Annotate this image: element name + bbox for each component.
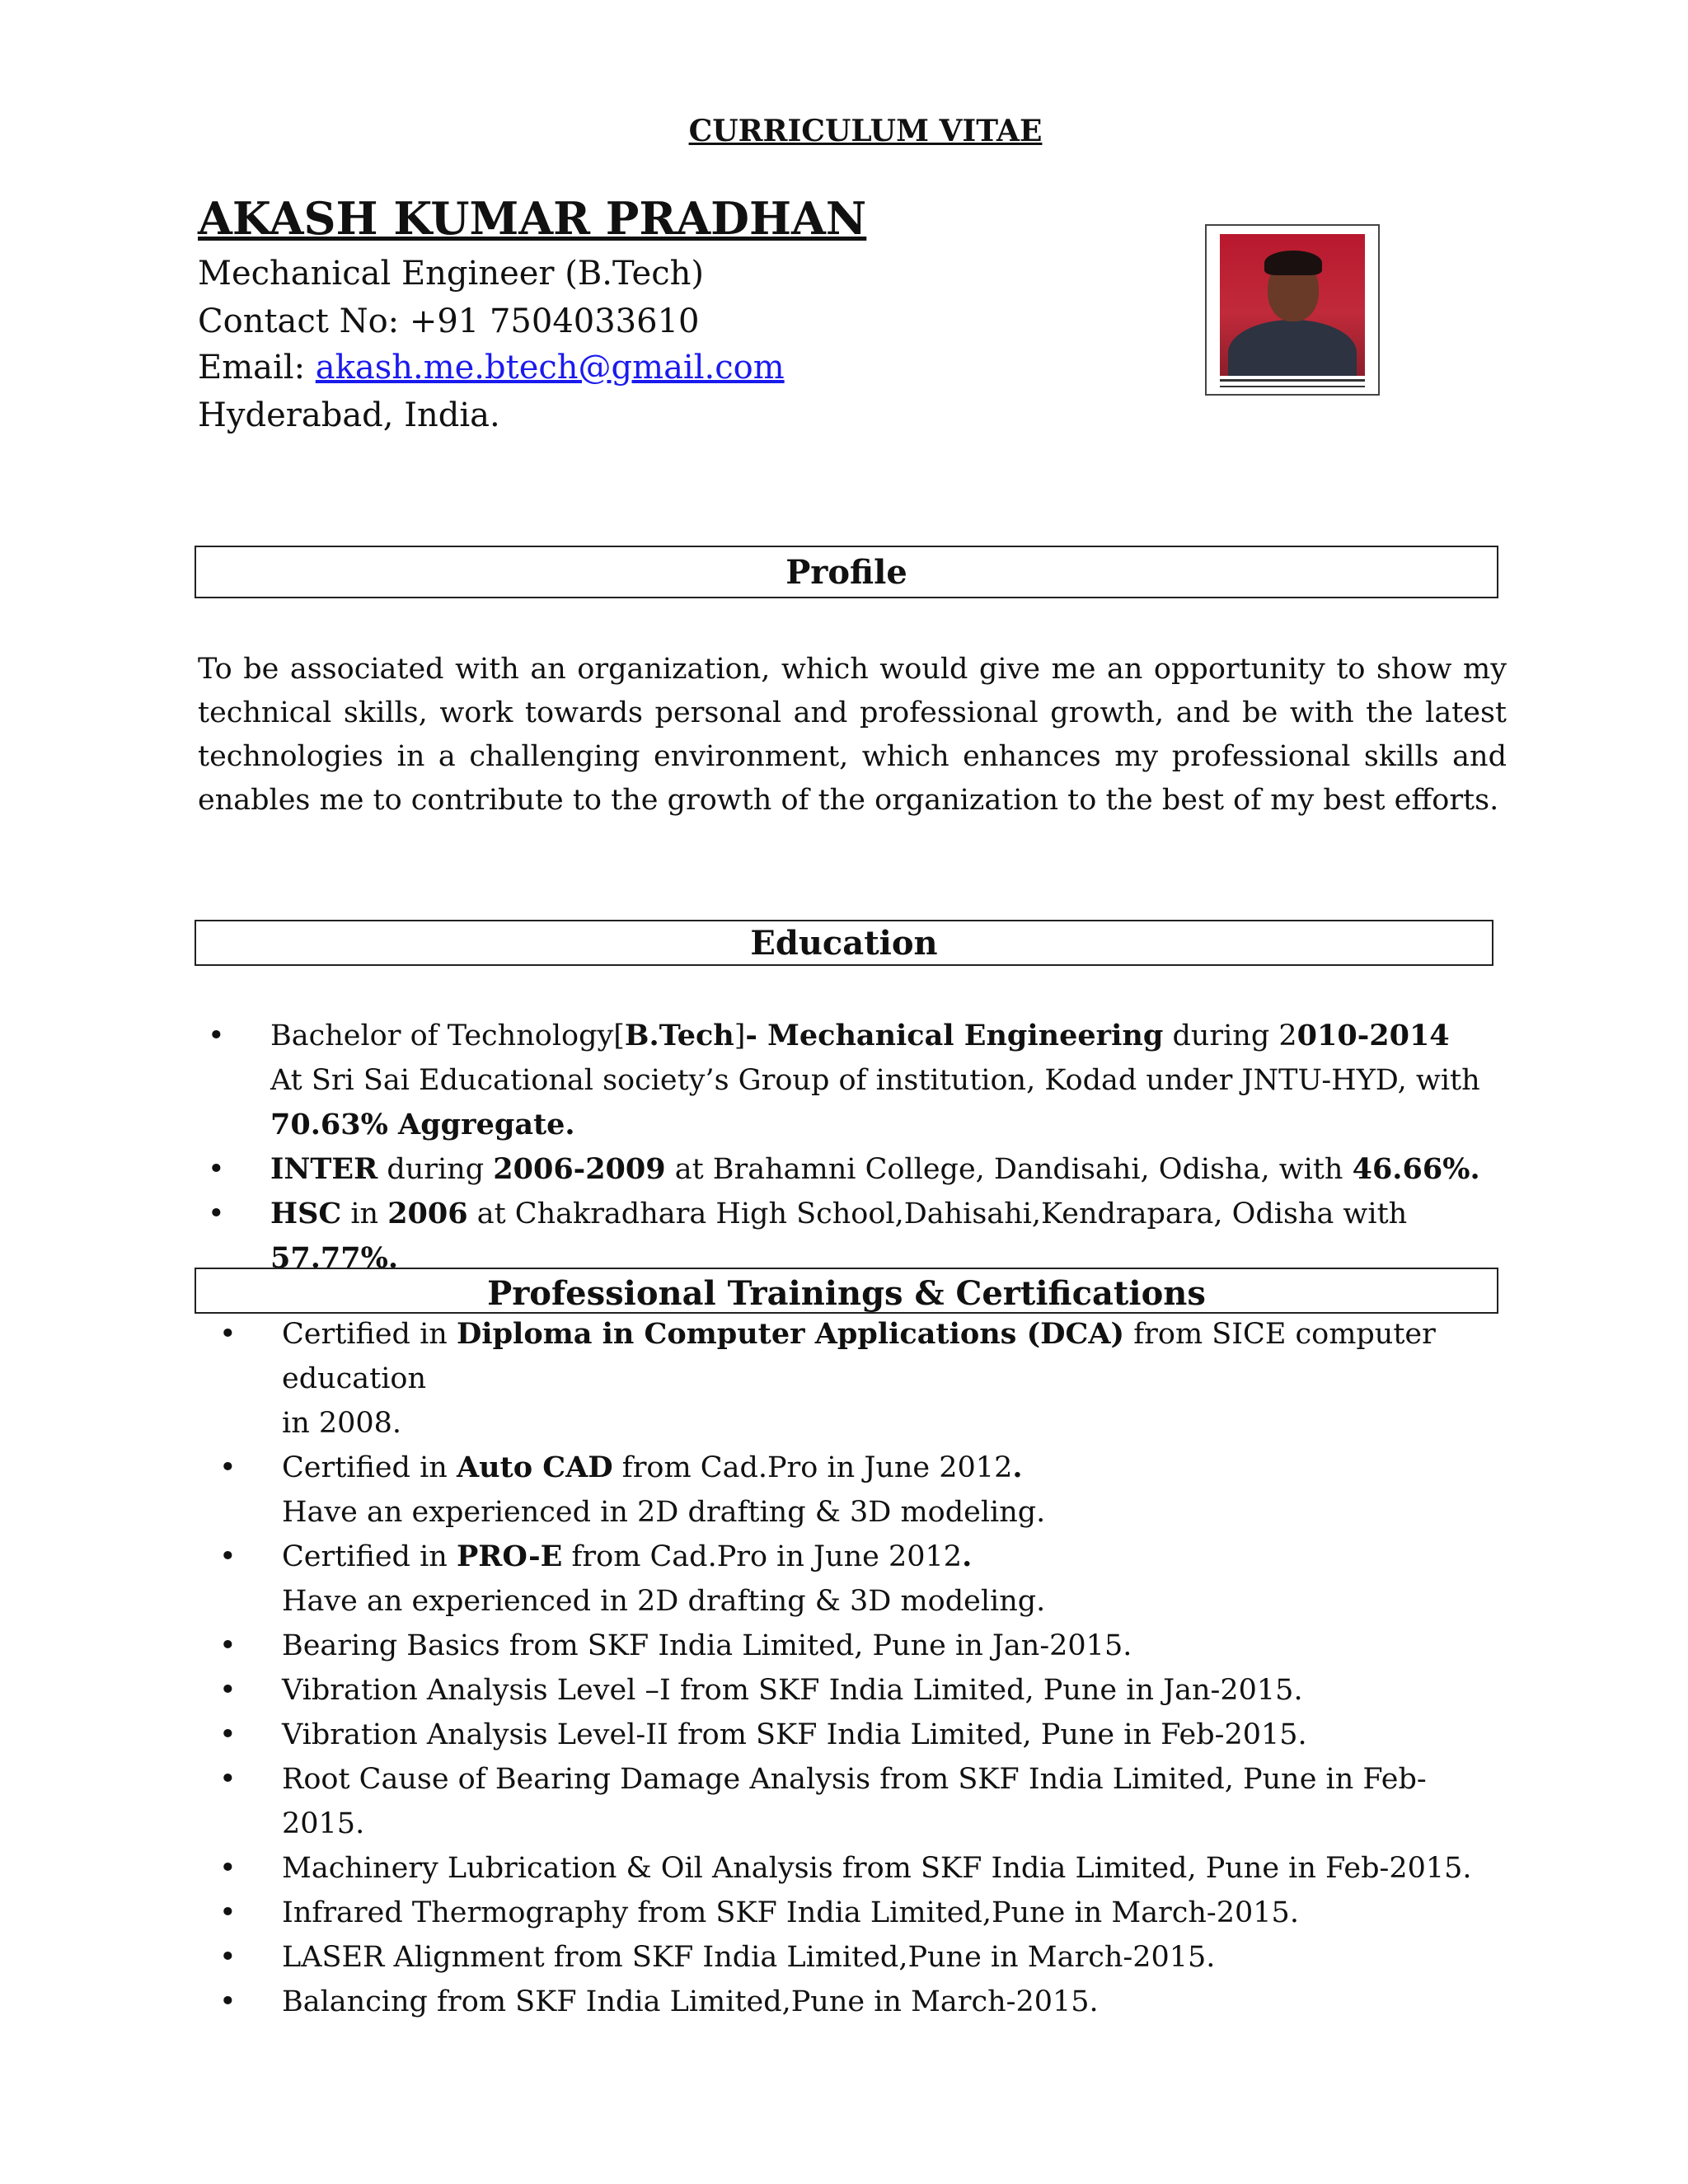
hsc-text-2: at Chakradhara High School,Dahisahi,Kendrapara, Odisha with — [467, 1197, 1408, 1230]
btech-degree: B.Tech — [624, 1019, 734, 1052]
training-item — [209, 1624, 1495, 1668]
autocad-course: Auto CAD — [456, 1451, 613, 1484]
document-title: CURRICULUM VITAE — [688, 114, 1043, 148]
training-item-text: Infrared Thermography from SKF India Limited,Pune in March-2015. — [282, 1896, 1299, 1929]
email-label: Email: — [198, 349, 316, 387]
training-item — [209, 1757, 1495, 1846]
education-heading-box — [195, 920, 1493, 966]
training-item-text: Vibration Analysis Level-II from SKF India Limited, Pune in Feb-2015. — [282, 1718, 1307, 1751]
btech-branch: - Mechanical Engineering — [745, 1019, 1164, 1052]
bullet: • — [219, 1896, 237, 1929]
inter-text-1: during — [377, 1153, 494, 1186]
bullet: • — [219, 1540, 237, 1573]
email-line — [198, 349, 785, 387]
autocad-period: . — [1012, 1451, 1023, 1484]
photo-image — [1220, 234, 1365, 376]
training-item-text: Bearing Basics from SKF India Limited, Pune in Jan-2015. — [282, 1629, 1132, 1662]
photo-body — [1228, 320, 1357, 376]
email-link[interactable]: akash.me.btech@gmail.com — [315, 349, 785, 387]
hsc-label: HSC — [270, 1197, 342, 1230]
training-item — [209, 1668, 1495, 1713]
proe-period: . — [962, 1540, 973, 1573]
btech-text-3: during 2 — [1163, 1019, 1297, 1052]
training-item — [209, 1846, 1495, 1891]
autocad-experience: Have an experienced in 2D drafting & 3D modeling. — [282, 1496, 1046, 1529]
inter-years: 2006-2009 — [493, 1152, 666, 1186]
inter-score: 46.66%. — [1352, 1152, 1480, 1186]
dca-year: in 2008. — [282, 1407, 402, 1440]
trainings-heading: Professional Trainings & Certifications — [487, 1274, 1206, 1313]
training-item — [209, 1935, 1495, 1980]
photo-hair — [1264, 251, 1322, 275]
training-item — [209, 1713, 1495, 1757]
bullet: • — [219, 1985, 237, 2018]
autocad-text-1: Certified in — [282, 1451, 457, 1484]
bullet: • — [219, 1763, 237, 1796]
bullet: • — [219, 1451, 237, 1484]
btech-text-2: ] — [734, 1019, 746, 1052]
autocad-text-2: from Cad.Pro in June 2012 — [612, 1451, 1013, 1484]
training-item-dca — [209, 1312, 1495, 1446]
proe-text-1: Certified in — [282, 1540, 457, 1573]
bullet: • — [219, 1718, 237, 1751]
proe-course: PRO-E — [456, 1540, 563, 1573]
training-item-text: LASER Alignment from SKF India Limited,Pune in March-2015. — [282, 1941, 1216, 1974]
location: Hyderabad, India. — [198, 396, 500, 434]
photo-underline-2 — [1220, 386, 1365, 387]
bullet: • — [208, 1197, 225, 1230]
designation: Mechanical Engineer (B.Tech) — [198, 255, 704, 293]
profile-text: To be associated with an organization, which would give me an opportunity to show my technical skills, work towards personal and professional growth, and be with the latest technologies in a challenging environment, which enhances my professional skills and enables me to contribute to the growth of the organization to the best of my best efforts. — [198, 653, 1507, 817]
bullet: • — [208, 1019, 225, 1052]
btech-institution: At Sri Sai Educational society’s Group of institution, Kodad under JNTU-HYD, with — [270, 1064, 1480, 1097]
contact-line — [198, 302, 700, 340]
btech-aggregate-value: 70.63% Aggregate. — [270, 1108, 575, 1141]
hsc-text-1: in — [341, 1197, 388, 1230]
dca-text-2: from SICE computer education — [282, 1318, 1436, 1395]
inter-text-2: at Brahamni College, Dandisahi, Odisha, with — [665, 1153, 1353, 1186]
inter-label: INTER — [270, 1152, 378, 1186]
trainings-list — [209, 1312, 1495, 2024]
photo-underline — [1220, 379, 1365, 382]
training-item — [209, 1980, 1495, 2024]
hsc-year: 2006 — [387, 1197, 468, 1230]
education-list — [198, 1014, 1508, 1281]
contact-label: Contact No: — [198, 302, 410, 340]
proe-text-2: from Cad.Pro in June 2012 — [562, 1540, 963, 1573]
profile-heading-box — [195, 546, 1498, 598]
hsc-score: 57.77%. — [270, 1241, 399, 1275]
candidate-name: AKASH KUMAR PRADHAN — [198, 192, 867, 245]
training-item-autocad — [209, 1446, 1495, 1535]
btech-text-1: Bachelor of Technology[ — [270, 1019, 625, 1052]
bullet: • — [219, 1941, 237, 1974]
training-item-text: Machinery Lubrication & Oil Analysis from SKF India Limited, Pune in Feb-2015. — [282, 1852, 1472, 1885]
bullet: • — [208, 1153, 225, 1186]
proe-experience: Have an experienced in 2D drafting & 3D modeling. — [282, 1585, 1046, 1618]
training-item-text: Root Cause of Bearing Damage Analysis from SKF India Limited, Pune in Feb-2015. — [282, 1763, 1427, 1840]
trainings-heading-box — [195, 1268, 1498, 1314]
training-item-text: Balancing from SKF India Limited,Pune in March-2015. — [282, 1985, 1099, 2018]
training-item-proe — [209, 1535, 1495, 1624]
training-item-text: Vibration Analysis Level –I from SKF India Limited, Pune in Jan-2015. — [282, 1674, 1303, 1707]
education-heading: Education — [750, 924, 938, 963]
btech-aggregate — [270, 1103, 1508, 1147]
bullet: • — [219, 1852, 237, 1885]
bullet: • — [219, 1674, 237, 1707]
bullet: • — [219, 1318, 237, 1351]
bullet: • — [219, 1629, 237, 1662]
training-item — [209, 1891, 1495, 1935]
dca-text-1: Certified in — [282, 1318, 457, 1351]
profile-photo — [1205, 224, 1380, 396]
education-item-inter — [198, 1147, 1508, 1192]
education-item-btech — [198, 1014, 1508, 1147]
btech-years: 010-2014 — [1296, 1019, 1450, 1052]
contact-number: +91 7504033610 — [409, 302, 700, 340]
profile-heading: Profile — [785, 553, 907, 592]
dca-course: Diploma in Computer Applications (DCA) — [456, 1317, 1125, 1351]
